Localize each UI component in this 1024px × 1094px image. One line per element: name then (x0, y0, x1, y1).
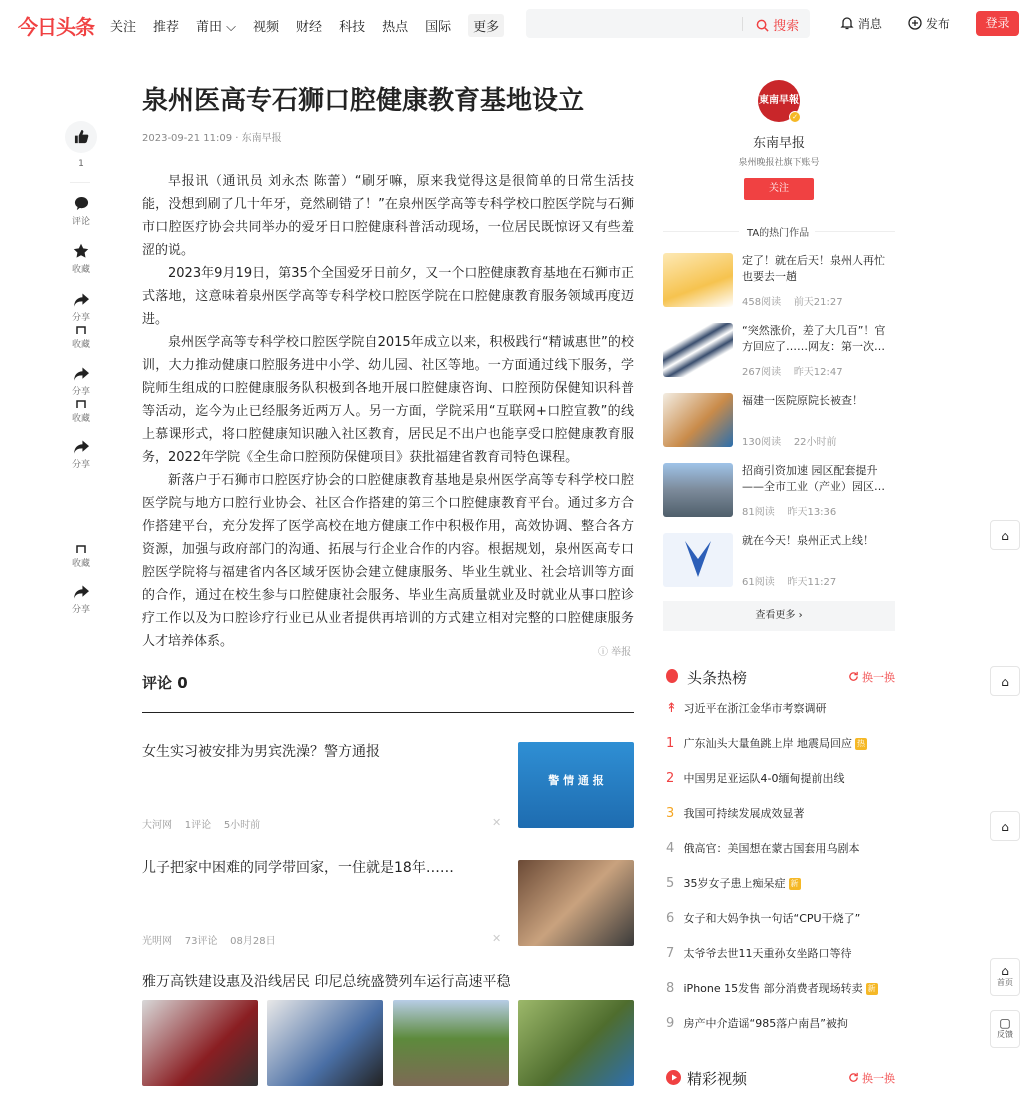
search-button-label: 搜索 (773, 19, 800, 34)
work-title[interactable]: “突然涨价，差了大几百”！官方回应了……网友：第一次… (742, 324, 886, 353)
work-thumbnail (663, 323, 733, 377)
float-home-button[interactable] (990, 958, 1020, 996)
hot-item[interactable] (666, 700, 896, 718)
hot-title[interactable]: 房产中介造谣“985落户南昌”被拘 (683, 1017, 848, 1030)
feed-thumbnail[interactable] (518, 860, 634, 946)
toutiao-logo[interactable]: 今日头条 (18, 15, 94, 39)
follow-button[interactable]: 关注 (744, 178, 814, 200)
publish-label: 发布 (925, 17, 950, 31)
star-icon (73, 243, 89, 259)
feed-image[interactable] (267, 1000, 383, 1086)
work-meta: 267阅读 昨天12:47 (742, 367, 843, 378)
share-label-4: 分享 (71, 605, 90, 615)
feed-item-meta (142, 932, 276, 947)
float-home-button[interactable] (990, 520, 1020, 550)
collect-button-2[interactable] (64, 326, 98, 350)
hot-item[interactable] (666, 875, 896, 893)
see-more-button[interactable]: 查看更多 › (663, 601, 895, 631)
work-thumbnail (663, 463, 733, 517)
share-button-4[interactable] (64, 585, 98, 615)
share-label-3: 分享 (71, 460, 90, 470)
feed-source[interactable]: 大河网 (142, 820, 172, 831)
feed-time: 08月28日 (230, 936, 276, 947)
feed-item[interactable] (142, 742, 634, 842)
play-icon (666, 1070, 681, 1085)
nav-international[interactable]: 国际 (425, 20, 452, 35)
hot-rank: 6 (666, 911, 675, 926)
work-thumbnail (663, 533, 733, 587)
feed-comments: 73评论 (184, 936, 218, 947)
bell-icon (840, 16, 854, 30)
home-icon: ⌂ (1001, 529, 1009, 543)
divider (663, 231, 739, 232)
work-title[interactable]: 福建一医院原院长被查！ (742, 394, 863, 407)
comments-title: 评论 0 (142, 674, 188, 692)
hot-tag: 新 (867, 984, 876, 993)
article-title: 泉州医高专石狮口腔健康教育基地设立 (142, 86, 585, 116)
collect-button[interactable] (64, 243, 98, 275)
bookmark-icon (76, 326, 86, 334)
share-label-2: 分享 (71, 387, 90, 397)
share-button[interactable] (64, 293, 98, 323)
nav-putian[interactable]: 莆田 ⌵ (196, 20, 237, 35)
home-label: 首页 (997, 978, 1013, 987)
comment-label: 评论 (71, 217, 90, 227)
work-thumbnail (663, 253, 733, 307)
home-icon: ⌂ (1001, 675, 1009, 689)
work-meta: 130阅读 22小时前 (742, 437, 837, 448)
hot-list-title: 头条热榜 (687, 669, 748, 687)
top-nav (110, 16, 521, 37)
feed-image[interactable] (393, 1000, 509, 1086)
home-icon: ⌂ (1001, 820, 1009, 834)
collect-label-2: 收藏 (71, 340, 90, 350)
hot-rank: 4 (666, 841, 675, 856)
like-button[interactable] (64, 121, 98, 169)
top-header (0, 0, 1024, 48)
share-icon (74, 293, 89, 307)
message-label: 消息 (857, 17, 882, 31)
work-item[interactable] (663, 533, 895, 593)
v-logo-icon (663, 533, 733, 587)
nav-hot[interactable]: 热点 (382, 20, 409, 35)
feed-image[interactable] (142, 1000, 258, 1086)
work-item[interactable] (663, 463, 895, 523)
nav-recommend[interactable]: 推荐 (153, 20, 180, 35)
hot-item[interactable] (666, 1015, 896, 1033)
feed-item-title[interactable]: 雅万高铁建设惠及沿线居民 印尼总统盛赞列车运行高速平稳 (142, 974, 511, 990)
sidebar-divider (70, 182, 90, 183)
author-name[interactable]: 东南早报 (752, 136, 805, 151)
collect-button-3[interactable] (64, 400, 98, 424)
like-count: 1 (78, 159, 84, 169)
search-button[interactable] (756, 15, 799, 34)
hot-item[interactable] (666, 840, 896, 858)
verified-icon: ✓ (789, 111, 801, 123)
hot-works-title: TA的热门作品 (747, 228, 810, 239)
hot-title[interactable]: 中国男足亚运队4-0缅甸提前出线 (683, 772, 845, 785)
dislike-close-icon[interactable]: ✕ (492, 932, 502, 945)
author-card (663, 80, 895, 200)
work-thumbnail (663, 393, 733, 447)
work-title[interactable]: 定了！就在后天！泉州人再忙也要去一趟 (742, 254, 885, 283)
home-icon: ⌂ (1001, 964, 1009, 978)
collect-label-3: 收藏 (71, 414, 90, 424)
feed-thumbnail[interactable] (518, 742, 634, 828)
flame-icon (666, 669, 678, 683)
report-link[interactable]: ⓘ 举报 (598, 647, 632, 658)
refresh-hot-button[interactable] (848, 669, 896, 685)
login-button[interactable]: 登录 (976, 11, 1019, 36)
hot-item[interactable] (666, 805, 896, 823)
feed-item-title[interactable]: 女生实习被安排为男宾洗澡？警方通报 (142, 744, 380, 760)
hot-tag: 热 (857, 739, 865, 748)
hot-title[interactable]: 我国可持续发展成效显著 (683, 807, 805, 820)
feed-item-title[interactable]: 儿子把家中困难的同学带回家，一住就是18年…… (142, 860, 454, 876)
avatar-text: 東南早報 (759, 95, 799, 106)
hot-item[interactable] (666, 945, 896, 963)
article-paragraph: 新落户于石狮市口腔医疗协会的口腔健康教育基地是泉州医学高等专科学校口腔医学院与地方口腔行业协会、社区合作搭建的第三个口腔健康教育平台。通过多方合作搭建平台，充分发挥了医学高校在地方健康工作中积极作用，高效协调、整合各方资源，加强与政府部门的沟通、拓展与行企业合作的内容。根据规划，泉州医高专口腔医学院将与福建省内各区域牙医协会建立健康服务、毕业生就业、社会培训等方面的合作，通过在校生参与口腔健康社会服务、毕业生高质量就业及时就业从事口腔诊疗工作以及为口腔诊疗行业已从业者提供再培训的方式建立相对完整的口腔健康服务人才培养体系。 (142, 473, 634, 649)
comments-divider (142, 712, 634, 713)
share-icon (74, 440, 89, 454)
feed-image[interactable] (518, 1000, 634, 1086)
collect-label: 收藏 (71, 265, 90, 275)
article-paragraph: 早报讯（通讯员 刘永杰 陈蕾）“刷牙嘛，原来我觉得这是很简单的日常生活技能，没想到刷了几十年牙，竟然刷错了！”在泉州医学高等专科学校口腔医学院与石狮市口腔医疗协会共同举办的爱牙日口腔健康科普活动现场，一位居民既惊讶又有些羞涩的说。 (142, 174, 634, 258)
video-title: 精彩视频 (687, 1070, 748, 1088)
share-button-3[interactable] (64, 440, 98, 470)
refresh-icon (848, 1072, 859, 1083)
share-icon (74, 367, 89, 381)
feed-time: 5小时前 (223, 820, 261, 831)
work-meta: 61阅读 昨天11:27 (742, 577, 837, 588)
article-paragraph: 2023年9月19日，第35个全国爱牙日前夕，又一个口腔健康教育基地在石狮市正式落地，这意味着泉州医学高等专科学校口腔医学院在口腔健康教育服务领域再度迈进。 (142, 266, 634, 327)
bookmark-icon (76, 400, 86, 408)
article-body (142, 170, 634, 653)
avatar[interactable] (758, 80, 800, 122)
collect-label-4: 收藏 (71, 559, 90, 569)
feed-item[interactable] (142, 858, 634, 958)
divider (815, 231, 895, 232)
hot-rank: ↟ (666, 701, 677, 716)
work-item[interactable] (663, 253, 895, 313)
hot-item[interactable] (666, 735, 896, 753)
hot-rank: 8 (666, 981, 675, 996)
hot-rank: 5 (666, 876, 675, 891)
message-button[interactable] (840, 15, 882, 32)
hot-title[interactable]: 女子和大妈争执一句话“CPU干烧了” (683, 912, 861, 925)
refresh-video-label: 换一换 (862, 1072, 895, 1085)
video-header (663, 1067, 895, 1087)
hot-item[interactable] (666, 980, 896, 998)
author-desc: 泉州晚报社旗下账号 (738, 158, 820, 168)
feed-item-meta (142, 816, 260, 831)
dislike-close-icon[interactable]: ✕ (492, 816, 502, 829)
search-divider (742, 17, 743, 31)
feedback-label: 反馈 (997, 1030, 1013, 1039)
hot-title[interactable]: 广东汕头大量鱼跳上岸 地震局回应 (683, 737, 852, 750)
hot-rank: 2 (666, 771, 675, 786)
hot-item[interactable] (666, 910, 896, 928)
article-paragraph: 泉州医学高等专科学校口腔医学院自2015年成立以来，积极践行“精诚惠世”的校训，大力推动健康口腔服务进中小学、幼儿园、社区等地。一方面通过线下服务，学院师生组成的口腔健康服务队积极到各地开展口腔健康咨询、口腔预防保健知识科普等活动，迄今为止已经服务近两万人。另一方面，学院采用“互联网+口腔宣教”的线上慕课形式，将口腔健康知识融入社区教育，居民足不出户也能享受口腔健康教育服务，2022年学院《全生命口腔预防保健项目》获批福建省教育司特色课程。 (142, 335, 634, 465)
nav-video[interactable]: 视频 (253, 20, 280, 35)
bookmark-icon (76, 545, 86, 553)
nav-finance[interactable]: 财经 (296, 20, 323, 35)
share-button-2[interactable] (64, 367, 98, 397)
nav-more[interactable]: 更多 (468, 14, 504, 37)
feed-item[interactable] (142, 972, 634, 1092)
hot-title[interactable]: 太爷爷去世11天重孙女坐路口等待 (683, 947, 852, 960)
work-item[interactable] (663, 323, 895, 383)
hot-title[interactable]: 习近平在浙江金华市考察调研 (683, 702, 827, 715)
plus-circle-icon (908, 16, 922, 30)
refresh-label: 换一换 (862, 671, 895, 684)
work-meta: 81阅读 昨天13:36 (742, 507, 837, 518)
work-item[interactable] (663, 393, 895, 453)
float-feedback-button[interactable] (990, 1010, 1020, 1048)
comment-icon (74, 196, 89, 211)
feed-comments: 1评论 (184, 820, 212, 831)
hot-rank: 1 (666, 736, 675, 751)
work-meta: 458阅读 前天21:27 (742, 297, 843, 308)
hot-tag: 新 (790, 879, 799, 888)
thumbs-up-icon (65, 121, 97, 153)
nav-tech[interactable]: 科技 (339, 20, 366, 35)
hot-rank: 9 (666, 1016, 675, 1031)
nav-follow[interactable]: 关注 (110, 20, 137, 35)
hot-rank: 7 (666, 946, 675, 961)
publish-button[interactable] (908, 15, 950, 32)
search-bar[interactable] (526, 9, 810, 38)
float-home-button[interactable] (990, 666, 1020, 696)
hot-title[interactable]: iPhone 15发售 部分消费者现场转卖 (683, 982, 863, 995)
hot-rank: 3 (666, 806, 675, 821)
share-label: 分享 (71, 313, 90, 323)
work-title[interactable]: 就在今天！泉州正式上线！ (742, 534, 874, 547)
feedback-icon: ▢ (999, 1016, 1011, 1030)
thumbnail-caption: 警 情 通 报 (548, 774, 604, 787)
hot-item[interactable] (666, 770, 896, 788)
feed-source[interactable]: 光明网 (142, 936, 172, 947)
work-title[interactable]: 招商引资加速 园区配套提升——全市工业（产业）园区… (742, 464, 885, 493)
search-icon (756, 19, 769, 32)
collect-button-4[interactable] (64, 545, 98, 569)
refresh-icon (848, 671, 859, 682)
float-home-button[interactable] (990, 811, 1020, 841)
hot-list-header (663, 666, 895, 686)
hot-title[interactable]: 俄高官：美国想在蒙古国套用乌剧本 (683, 842, 860, 855)
comment-button[interactable] (64, 196, 98, 227)
refresh-video-button[interactable] (848, 1070, 896, 1086)
hot-works-header (663, 224, 895, 238)
hot-title[interactable]: 35岁女子患上痴呆症 (683, 877, 786, 890)
article-meta: 2023-09-21 11:09 · 东南早报 (142, 133, 282, 144)
share-icon (74, 585, 89, 599)
